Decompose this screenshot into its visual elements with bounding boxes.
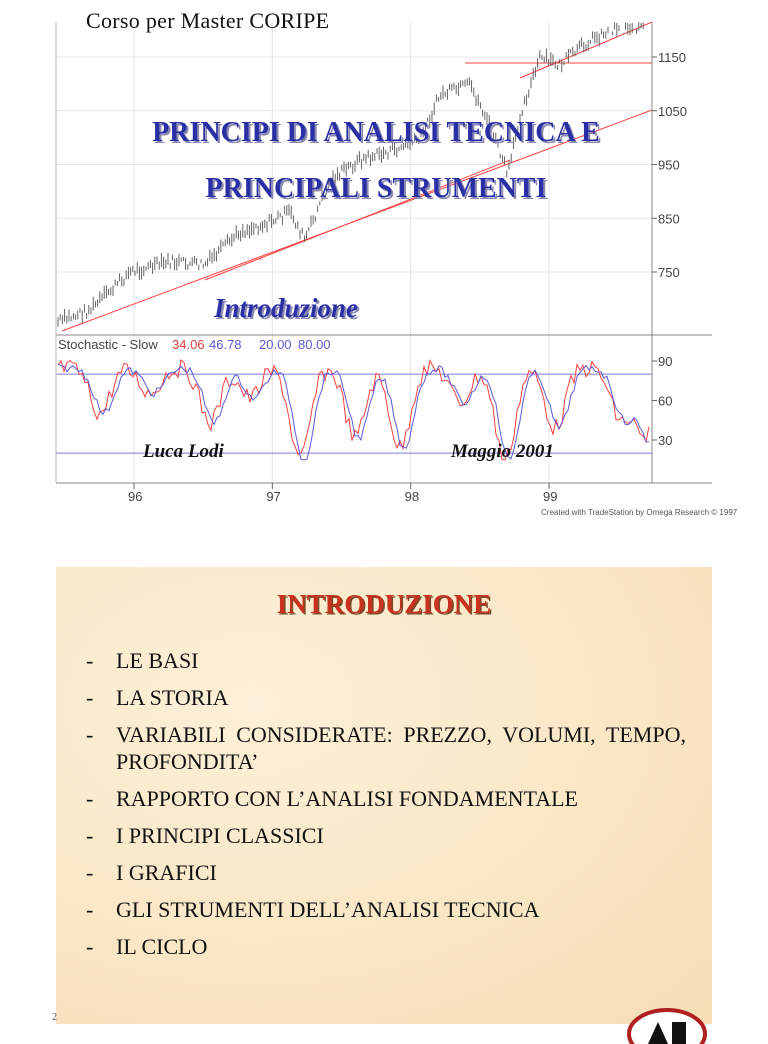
list-dash: - — [86, 786, 94, 811]
list-dash: - — [86, 897, 94, 922]
list-item — [86, 721, 686, 775]
time-tick-label: 96 — [128, 489, 143, 504]
price-tick-label: 950 — [658, 157, 680, 173]
time-tick-label: 98 — [404, 489, 420, 504]
list-dash: - — [86, 722, 94, 747]
list-item — [86, 859, 686, 886]
topic-list — [86, 647, 686, 970]
stochastic-tick-label: 90 — [658, 354, 673, 369]
presentation-date: Maggio 2001 — [451, 441, 554, 462]
slide-title-line2: PRINCIPALI STRUMENTI — [205, 173, 547, 204]
price-tick-label: 1050 — [658, 103, 687, 119]
time-tick-label: 99 — [543, 489, 558, 504]
chart-credit: Created with TradeStation by Omega Research © 1997 — [541, 508, 738, 517]
list-item — [86, 684, 686, 711]
slide-title-line1: PRINCIPI DI ANALISI TECNICA E — [152, 117, 600, 148]
list-dash: - — [86, 934, 94, 959]
list-dash: - — [86, 860, 94, 885]
indicator-label: Stochastic - Slow — [58, 337, 158, 352]
price-tick-label: 1150 — [658, 50, 686, 65]
chart-grid — [56, 22, 652, 483]
list-item-text: VARIABILI CONSIDERATE: PREZZO, VOLUMI, TEMPO, PROFONDITA’ — [116, 722, 686, 774]
list-item — [86, 933, 686, 960]
list-item-text: GLI STRUMENTI DELL’ANALISI TECNICA — [116, 897, 540, 922]
slide-subtitle: Introduzione — [213, 293, 359, 323]
list-item-text: I PRINCIPI CLASSICI — [116, 823, 324, 848]
price-tick-label: 750 — [658, 265, 680, 280]
list-item-text: LA STORIA — [116, 685, 229, 710]
indicator-value-2: 46.78 — [209, 337, 242, 352]
list-dash: - — [86, 685, 94, 710]
list-item — [86, 822, 686, 849]
time-tick-label: 97 — [266, 489, 281, 504]
company-logo-icon — [626, 1004, 708, 1044]
list-dash: - — [86, 648, 94, 673]
list-item-text: RAPPORTO CON L’ANALISI FONDAMENTALE — [116, 786, 578, 811]
stochastic-tick-label: 30 — [658, 433, 673, 448]
author-name: Luca Lodi — [143, 441, 224, 462]
slide2-title: INTRODUZIONE — [276, 589, 492, 619]
price-tick-label: 850 — [658, 211, 680, 227]
list-item — [86, 785, 686, 812]
indicator-value-1: 34.06 — [172, 337, 205, 352]
introduction-slide — [56, 567, 712, 1024]
stochastic-tick-label: 60 — [658, 393, 673, 409]
list-dash: - — [86, 823, 94, 848]
course-name: Corso per Master CORIPE — [86, 8, 330, 33]
list-item — [86, 647, 686, 674]
list-item-text: LE BASI — [116, 648, 199, 673]
indicator-value-4: 80.00 — [298, 337, 331, 352]
indicator-value-3: 20.00 — [259, 337, 292, 352]
list-item — [86, 896, 686, 923]
page-number: 2 — [52, 1012, 57, 1023]
list-item-text: I GRAFICI — [116, 860, 217, 885]
list-item-text: IL CICLO — [116, 934, 208, 959]
